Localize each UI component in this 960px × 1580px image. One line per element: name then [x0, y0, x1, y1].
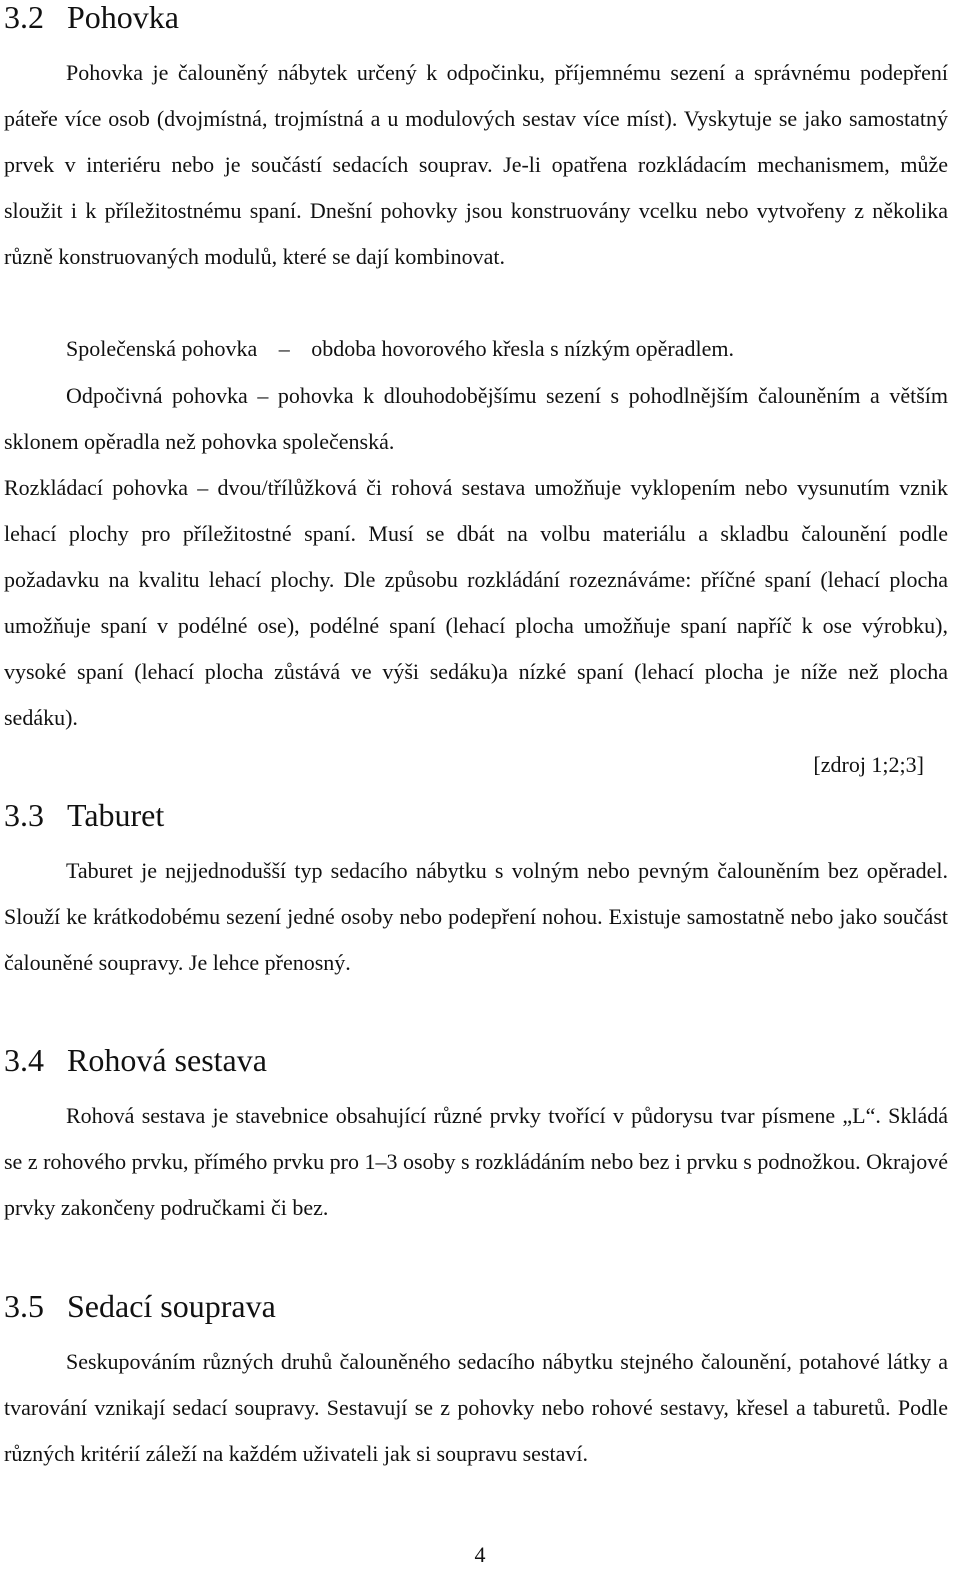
- paragraph-rohova-sestava: Rohová sestava je stavebnice obsahující různé prvky tvořící v půdorysu tvar písmene „L“. Skládá se z rohového prvku, přímého prvku pro 1–3 osoby s rozkládáním nebo bez i prvku s podnožkou. Okrajové prvky zakončeny područkami či bez.: [4, 1103, 948, 1220]
- section-title: Taburet: [67, 797, 165, 833]
- definition-text: obdoba hovorového křesla s nízkým opěradlem.: [311, 336, 735, 361]
- paragraph-pohovka-intro: Pohovka je čalouněný nábytek určený k odpočinku, příjemnému sezení a správnému podepření páteře více osob (dvojmístná, trojmístná a u modulových sestav více míst). Vyskytuje se jako samostatný prvek v interiéru nebo je součástí sedacích souprav. Je-li opatřena rozkládacím mechanismem, může sloužit i k příležitostnému spaní. Dnešní pohovky jsou konstruovány vcelku nebo vytvořeny z několika různě konstruovaných modulů, které se dají kombinovat.: [4, 60, 948, 269]
- definition-odpocivna-pohovka: Odpočivná pohovka – pohovka k dlouhodobějšímu sezení s pohodlnějším čalouněním a větším sklonem opěradla než pohovka společenská.: [4, 383, 948, 454]
- section-title: Sedací souprava: [67, 1288, 276, 1324]
- paragraph-sedaci-souprava: Seskupováním různých druhů čalouněného sedacího nábytku stejného čalounění, potahové látky a tvarování vznikají sedací soupravy. Sestavují se z pohovky nebo rohové sestavy, křesel a taburetů. Podle různých kritérií záleží na každém uživateli jak si soupravu sestaví.: [4, 1349, 948, 1466]
- definition-spolecenska-pohovka: [66, 326, 734, 372]
- section-heading-pohovka: [4, 0, 179, 37]
- section-title: Rohová sestava: [67, 1042, 267, 1078]
- definition-term: Společenská pohovka: [66, 336, 258, 361]
- definition-dash: –: [278, 336, 290, 361]
- section-heading-rohova-sestava: [4, 1040, 267, 1080]
- section-number: 3.4: [4, 1042, 44, 1078]
- definition-rozkladaci-pohovka: Rozkládací pohovka – dvou/třílůžková či rohová sestava umožňuje vyklopením nebo vysunutím vznik lehací plochy pro příležitostné spaní. Musí se dbát na volbu materiálu a skladbu čalounění podle požadavku na kvalitu lehací plochy. Dle způsobu rozkládání rozeznáváme: příčné spaní (lehací plocha umožňuje spaní v podélné ose), podélné spaní (lehací plocha umožňuje spaní napříč k ose výrobku), vysoké spaní (lehací plocha zůstává ve výši sedáku)a nízké spaní (lehací plocha je níže než plocha sedáku).: [4, 475, 948, 730]
- section-heading-sedaci-souprava: [4, 1286, 276, 1326]
- paragraph-taburet: Taburet je nejjednodušší typ sedacího nábytku s volným nebo pevným čalouněním bez opěradel. Slouží ke krátkodobému sezení jedné osoby nebo podepření nohou. Existuje samostatně nebo jako součást čalouněné soupravy. Je lehce přenosný.: [4, 858, 948, 975]
- section-number: 3.5: [4, 1288, 44, 1324]
- section-number: 3.3: [4, 797, 44, 833]
- section-title: Pohovka: [67, 0, 179, 35]
- page-number: 4: [474, 1542, 486, 1567]
- source-citation: [zdroj 1;2;3]: [813, 752, 924, 777]
- section-heading-taburet: [4, 795, 164, 835]
- section-number: 3.2: [4, 0, 44, 35]
